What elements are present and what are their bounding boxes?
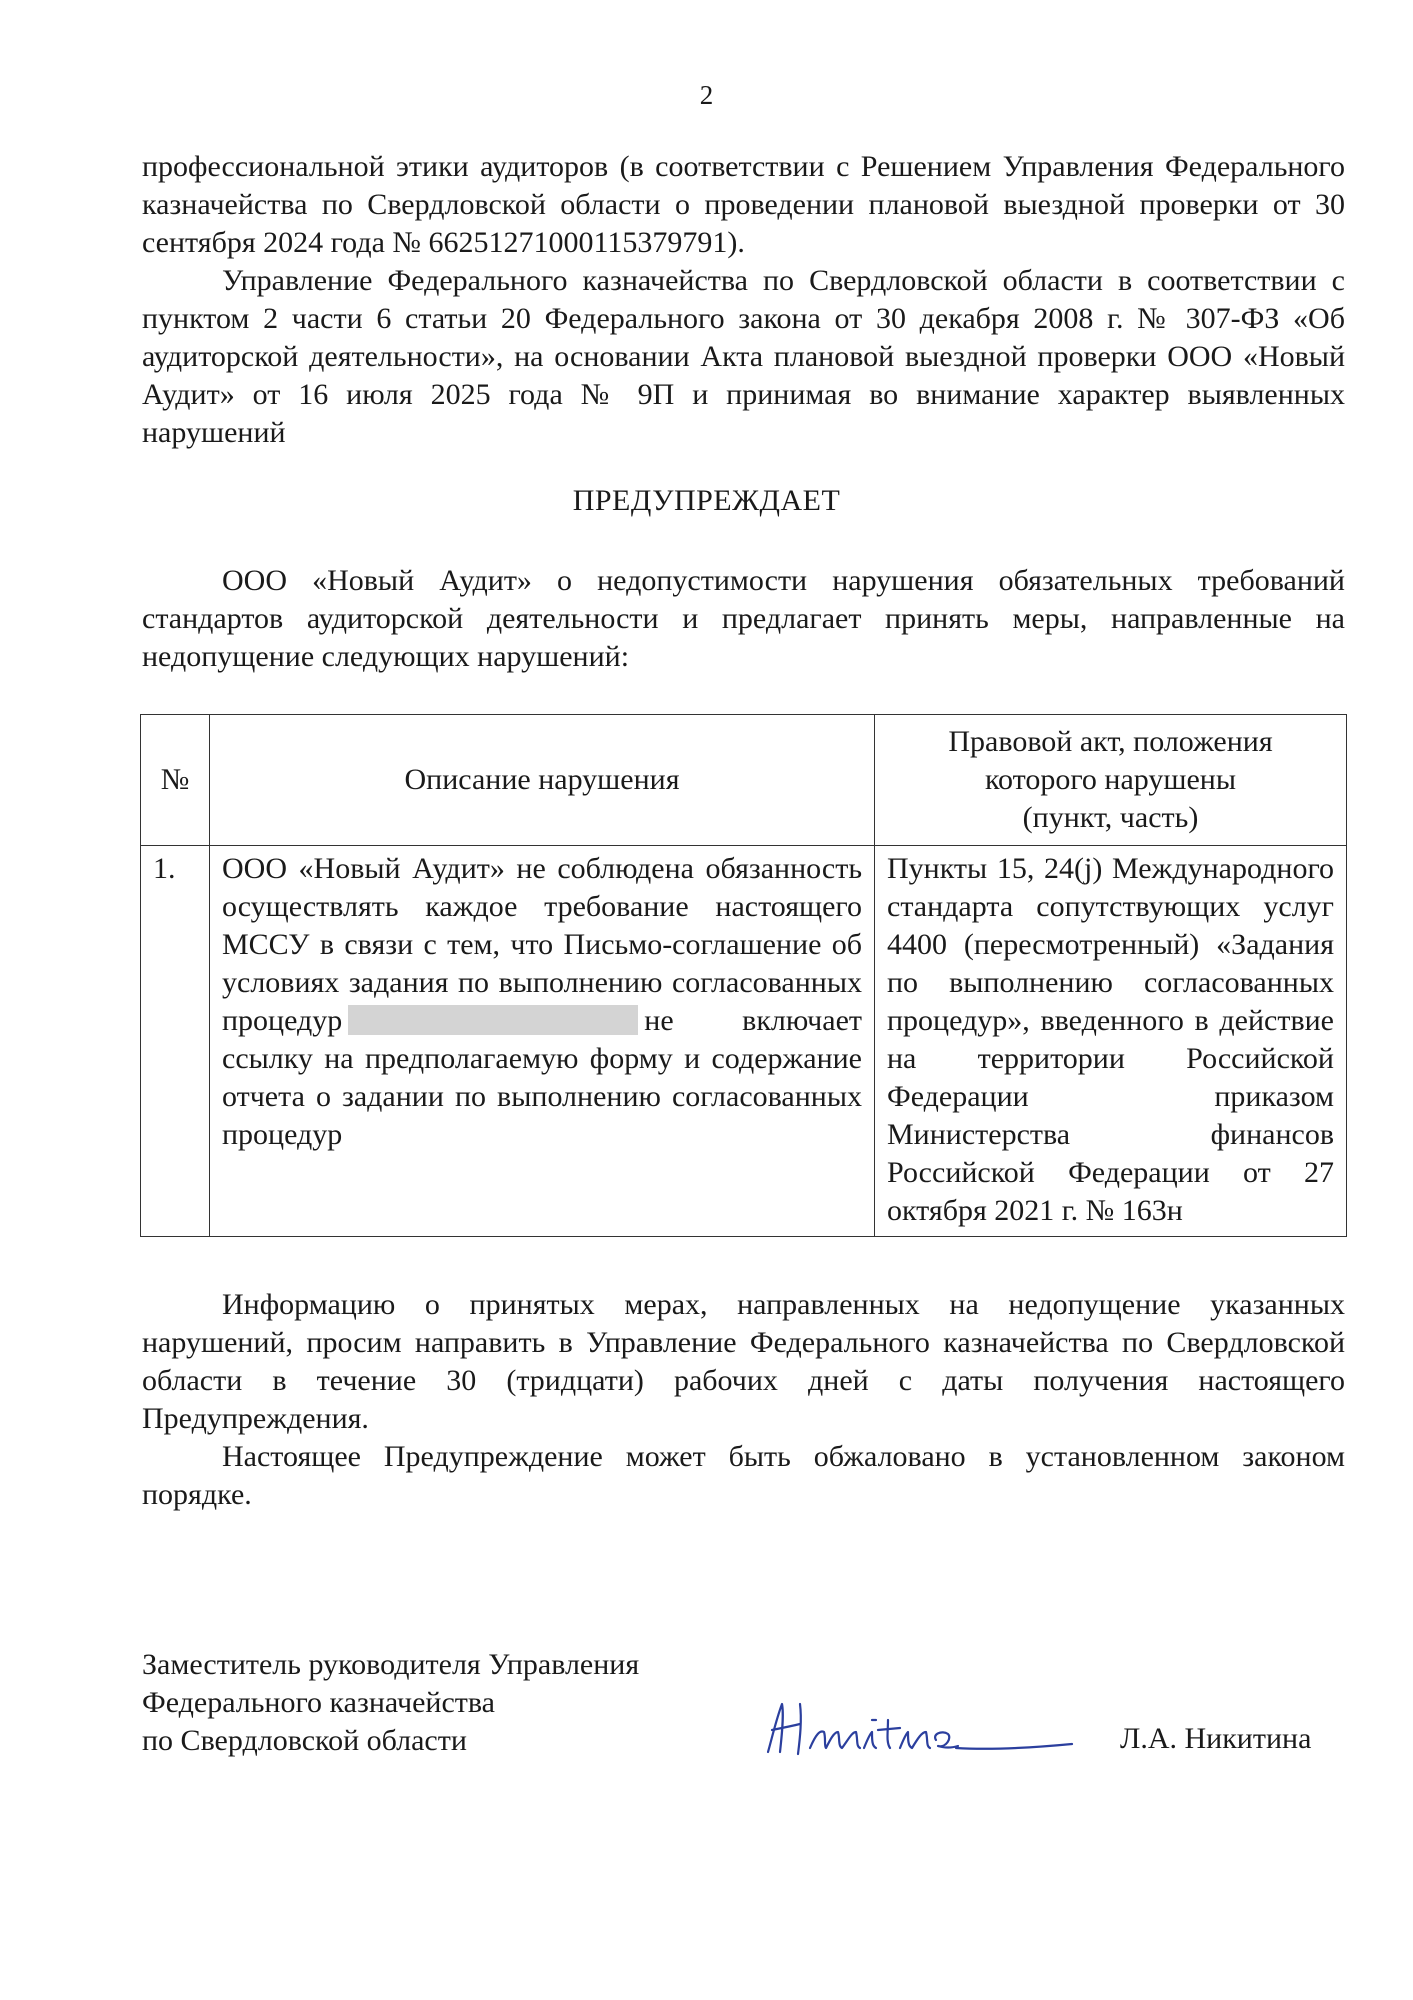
- page-number: 2: [699, 80, 714, 110]
- column-header-number: №: [141, 715, 210, 846]
- warning-heading: ПРЕДУПРЕЖДАЕТ: [572, 484, 841, 517]
- basis-paragraph: Управление Федерального казначейства по Свердловской области в соответствии с пунктом 2 части 6 статьи 20 Федерального закона от 30 декабря 2008 г. № 307-ФЗ «Об аудиторской деятельности», на основании Акта плановой выездной проверки ООО «Новый Аудит» от 16 июля 2025 года № 9П и принимая во внимание характер выявленных нарушений: [142, 264, 1345, 449]
- request-paragraph: Информацию о принятых мерах, направленных на недопущение указанных нарушений, просим направить в Управление Федерального казначейства по Свердловской области в течение 30 (тридцати) рабочих дней с даты получения настоящего Предупреждения.: [142, 1288, 1345, 1435]
- row-number-cell: 1.: [141, 846, 210, 1237]
- intro-paragraph: профессиональной этики аудиторов (в соответствии с Решением Управления Федерального казначейства по Свердловской области о проведении плановой выездной проверки от 30 сентября 2024 года № 66251271000115379791).: [142, 150, 1345, 259]
- handwritten-signature: [760, 1690, 1080, 1770]
- redaction-box: [348, 1005, 638, 1035]
- violation-description-text: не включает ссылку на предполагаемую форму и содержание отчета о задании по выполнению согласованных процедур: [222, 1004, 862, 1151]
- warning-paragraph: ООО «Новый Аудит» о недопустимости нарушения обязательных требований стандартов аудиторской деятельности и предлагает принять меры, направленные на недопущение следующих нарушений:: [142, 564, 1345, 673]
- violation-description-cell: [210, 846, 875, 1237]
- violation-description-text: ООО «Новый Аудит» не соблюдена обязанность осуществлять каждое требование настоящего МССУ в связи с тем, что Письмо-соглашение об условиях задания по выполнению согласованных процедур: [222, 852, 862, 1037]
- column-header-legal-act-line: Правовой акт, положения: [948, 725, 1273, 758]
- column-header-legal-act-line: (пункт, часть): [1022, 801, 1199, 834]
- signer-name: Л.А. Никитина: [1120, 1722, 1312, 1755]
- violations-table: [140, 714, 1347, 1237]
- signatory-title-line: Заместитель руководителя Управления: [142, 1648, 640, 1681]
- signatory-title-line: Федерального казначейства: [142, 1686, 495, 1719]
- column-header-description: Описание нарушения: [210, 715, 875, 846]
- column-header-legal-act: [875, 715, 1347, 846]
- appeal-paragraph: Настоящее Предупреждение может быть обжаловано в установленном законом порядке.: [142, 1440, 1345, 1511]
- table-header-row: [141, 715, 1347, 846]
- legal-act-cell: Пункты 15, 24(j) Международного стандарта сопутствующих услуг 4400 (пересмотренный) «Задания по выполнению согласованных процедур», введенного в действие на территории Российской Федерации приказом Министерства финансов Российской Федерации от 27 октября 2021 г. № 163н: [875, 846, 1347, 1237]
- signatory-title: [142, 1646, 639, 1760]
- column-header-legal-act-line: которого нарушены: [984, 763, 1237, 796]
- table-row: [141, 846, 1347, 1237]
- signatory-title-line: по Свердловской области: [142, 1724, 467, 1757]
